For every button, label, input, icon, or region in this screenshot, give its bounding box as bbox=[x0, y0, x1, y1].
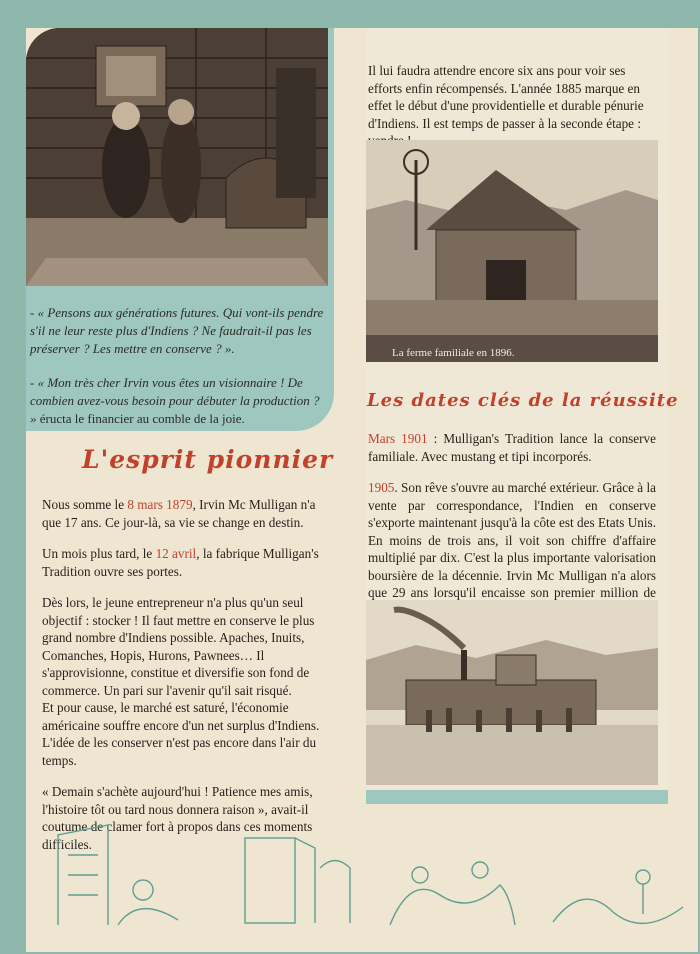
section-title-dates: Les dates clés de la réussite bbox=[367, 390, 679, 411]
section-title-pioneer: L'esprit pionnier bbox=[82, 445, 334, 474]
date-mars-1901: Mars 1901 bbox=[368, 431, 428, 446]
paragraph-5: « Demain s'achète aujourd'hui ! Patience mes amis, l'histoire tôt ou tard nous donnera raison », avait-il coutume de clamer fort à propos dans ces moments difficiles. bbox=[42, 784, 313, 852]
date-8-mars-1879: 8 mars 1879 bbox=[127, 497, 193, 512]
paragraph-4: Et pour cause, le marché est saturé, l'économie américaine souffre encore d'un net surplus d'Indiens. L'idée de les conserver n'est pas encore dans l'air du temps. bbox=[42, 700, 320, 768]
factory-illustration bbox=[366, 600, 658, 785]
bottom-sketch-2 bbox=[235, 828, 355, 928]
paragraph-1: Nous somme le 8 mars 1879, Irvin Mc Mulligan n'a que 17 ans. Ce jour-là, sa vie se change en destin. bbox=[42, 497, 316, 530]
bottom-sketch-4 bbox=[548, 852, 688, 927]
left-article-body bbox=[42, 496, 330, 867]
paragraph-3: Dès lors, le jeune entrepreneur n'a plus qu'un seul objectif : stocker ! Il faut mettre en conserve le plus grand nombre d'Indiens possible. Apaches, Inuits, Comanches, Hopis, Hurons, Pawnees… Il s'approvisionne, constitue et diversifie son fond de commerce. Un pari sur l'avenir qu'il sait risqué. bbox=[42, 595, 315, 698]
farm-illustration bbox=[366, 140, 658, 362]
date-entry-1905: 1905. Son rêve s'ouvre au marché extérieur. Grâce à la vente par correspondance, l'Indien en conserve s'exporte maintenant jusqu'à la côte est des Etats Unis. En moins de trois ans, il voit son chiffre d'affaire multiplié par dix. C'est la plus importante valorisation boursière de la décennie. Irvin Mc Mulligan n'a alors que 29 ans lorsqu'il encaisse son premier million de bbox=[368, 480, 656, 600]
date-12-avril: 12 avril bbox=[155, 546, 197, 561]
quote-2 bbox=[30, 374, 325, 428]
right-column-strip bbox=[366, 790, 668, 804]
date-1905: 1905 bbox=[368, 480, 395, 495]
date-entry-1901: Mars 1901 : Mulligan's Tradition lance la conserve familiale. Avec mustang et tipi incorporés. bbox=[368, 431, 656, 464]
paragraph-2: Un mois plus tard, le 12 avril, la fabrique Mulligan's Tradition ouvre ses portes. bbox=[42, 546, 319, 579]
quote-1: - « Pensons aux générations futures. Qui vont-ils pendre s'il ne leur reste plus d'Indiens ? Ne faudrait-il pas les préserver ? Les mettre en conserve ? ». bbox=[30, 305, 324, 356]
bottom-sketch-1 bbox=[48, 815, 188, 930]
quote-2-rest: éructa le financier au comble de la joie. bbox=[36, 411, 245, 426]
farm-caption: La ferme familiale en 1896. bbox=[392, 347, 515, 359]
quote-2-italic: - « Mon très cher Irvin vous êtes un visionnaire ! De combien avez-vous besoin pour débuter la production ? » bbox=[30, 375, 320, 426]
office-illustration bbox=[26, 28, 328, 286]
bottom-sketch-3 bbox=[380, 845, 525, 930]
right-intro: Il lui faudra attendre encore six ans pour voir ses efforts enfin récompensés. L'année 1885 marque en effet le début d'une providentielle et durable pénurie d'Indiens. Il est temps de passer à la seconde étape : bbox=[368, 63, 644, 131]
